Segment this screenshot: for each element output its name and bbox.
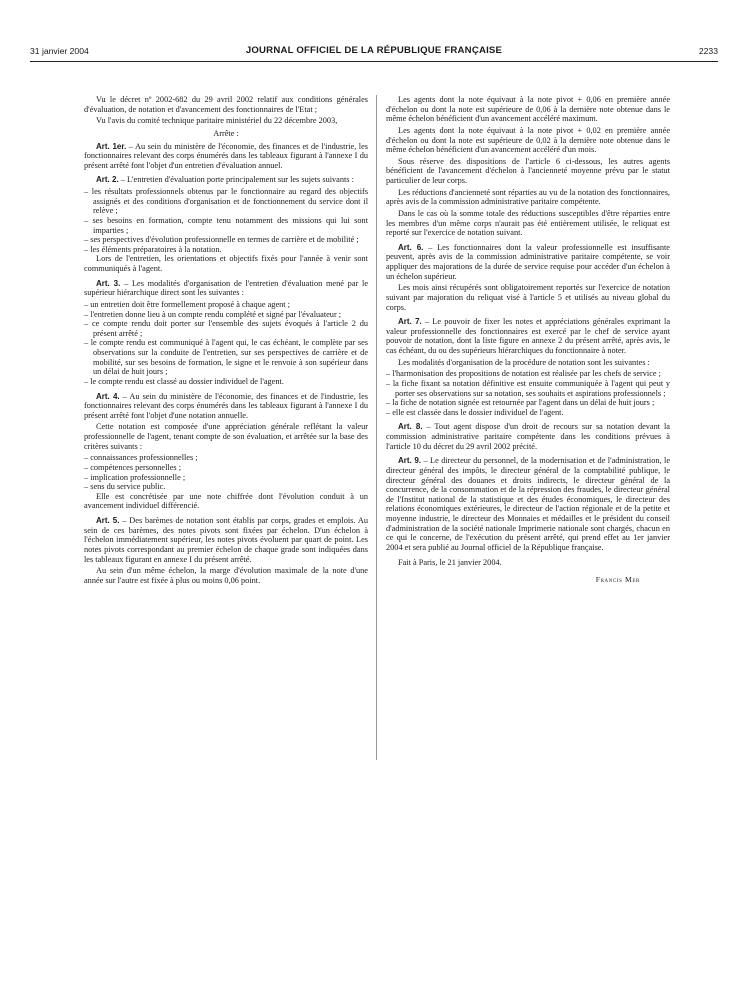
article-text: – Le directeur du personnel, de la modernisation et de l'administration, le directeur général des impôts, le directeur général de la comptabilité publique, le directeur général des douanes et droits indirects, le directeur général de la concurrence, de la consommation et de la répression des fraudes, le directeur général de l'Institut national de la statistique et des études économiques, le directeur des relations économiques extérieures, le directeur de l'action régionale et de la petite et moyenne industrie, le directeur des Monnaies et médailles et le président du conseil d'administration de la société nationale Imprimerie nationale sont chargés, chacun en ce qui le concerne, de l'exécution du présent arrêté, qui prend effet au 1er janvier 2004 et sera publié au Journal officiel de la République française. (386, 456, 671, 552)
list-item: – elle est classée dans le dossier individuel de l'agent. (386, 407, 564, 417)
closing-line: Fait à Paris, le 21 janvier 2004. (398, 557, 502, 567)
paragraph: Dans le cas où la somme totale des réductions susceptibles d'être réparties entre les membres d'un même corps n'aurait pas été entièrement utilisée, le reliquat est reporté sur l'exercice de notation suivant. (386, 208, 670, 238)
paragraph: Elle est concrétisée par une note chiffrée dont l'évolution conduit à un avancement individuel différencié. (84, 491, 368, 511)
list-item: – compétences personnelles ; (84, 462, 181, 472)
list-item: – sens du service public. (84, 482, 166, 492)
article-text: – Au sein du ministère de l'économie, des finances et de l'industrie, les fonctionnaires relevant des corps énumérés dans les tableaux figurant à l'annexe I du présent arrêté font l'objet d'une notation annuelle. (84, 391, 369, 420)
list-item: – le compte rendu est communiqué à l'agent qui, le cas échéant, le complète par ses observations sur la conduite de l'entretien, sur ses perspectives de carrière et de mobilité, sur ses besoins de formation, le signe et le renvoie à son supérieur dans un délai de huit jours ; (84, 338, 368, 377)
list-item: – ses besoins en formation, compte tenu notamment des missions qui lui sont imparties ; (84, 215, 368, 235)
article-label: Art. 2. (96, 175, 119, 185)
list-item: – ses perspectives d'évolution professionnelle en termes de carrière et de mobilité ; (84, 235, 359, 245)
article-5 (84, 516, 368, 564)
list-item: – ce compte rendu doit porter sur l'ensemble des sujets évoqués à l'article 2 du présent arrêté ; (84, 319, 368, 338)
list-item: – les éléments préparatoires à la notation. (84, 244, 222, 254)
header-rule (30, 61, 718, 62)
article-text: – Les modalités d'organisation de l'entretien d'évaluation mené par le supérieur hiérarchique direct sont les suivantes : (84, 278, 369, 298)
article-label: Art. 5. (96, 516, 120, 525)
paragraph: Sous réserve des dispositions de l'article 6 ci-dessous, les autres agents bénéficient de l'avancement d'échelon à l'ancienneté moyenne prévu par le statut particulier de leur corps. (386, 156, 670, 185)
article-text: – L'entretien d'évaluation porte principalement sur les sujets suivants : (118, 175, 354, 185)
article-7 (386, 317, 670, 356)
article-text: – Tout agent dispose d'un droit de recours sur sa notation devant la commission administrative paritaire compétente dans les conditions prévues à l'article 10 du décret du 29 avril 2002 précité. (386, 422, 670, 451)
header-date: 31 janvier 2004 (30, 46, 89, 56)
paragraph: Au sein d'un même échelon, la marge d'évolution maximale de la note d'une année sur l'autre est fixée à plus ou moins 0,06 point. (84, 566, 368, 585)
article-label: Art. 1er. (96, 141, 127, 151)
article-text: – Les fonctionnaires dont la valeur professionnelle est insuffisante peuvent, après avis de la commission administrative paritaire compétente, se voir appliquer des majorations de la durée de service requise pour accéder d'un échelon à un échelon supérieur. (386, 242, 670, 281)
article-label: Art. 8. (398, 422, 423, 432)
list-item: – le compte rendu est classé au dossier individuel de l'agent. (84, 376, 284, 386)
article-text: – Le pouvoir de fixer les notes et appréciations générales exprimant la valeur professionnelle des fonctionnaires est exercé par le chef de service ayant pouvoir de notation, dont la liste figure en annexe 2 du présent arrêté, après avis, le cas échéant, du ou des supérieurs hiérarchiques du fonctionnaire à noter. (386, 317, 670, 355)
list-item: – l'entretien donne lieu à un compte rendu complété et signé par l'évaluateur ; (84, 309, 342, 319)
article-8 (386, 422, 670, 451)
paragraph: Vu le décret nº 2002-682 du 29 avril 2002 relatif aux conditions générales d'évaluation, de notation et d'avancement des fonctionnaires de l'Etat ; (84, 95, 368, 114)
article-3 (84, 279, 368, 298)
signature: Francis Mer (595, 575, 640, 585)
article-label: Art. 7. (398, 317, 422, 327)
right-column (386, 95, 670, 592)
paragraph: Les modalités d'organisation de la procédure de notation sont les suivantes : (398, 357, 650, 367)
paragraph: Cette notation est composée d'une appréciation générale reflétant la valeur professionnelle de l'agent, tenant compte de son évaluation, et arrêtée sur la base des critères suivants : (84, 422, 368, 451)
paragraph: Les agents dont la note équivaut à la note pivot + 0,06 en première année d'échelon ou dont la note est supérieure de 0,06 à la dernière note obtenue dans le même échelon bénéficient d'un avancement accéléré maximum. (386, 95, 670, 124)
list-item: – la fiche fixant sa notation définitive est ensuite communiquée à l'agent qui peut y porter ses observations sur sa notation, ses souhaits et aspirations professionnels ; (386, 378, 670, 398)
list-item: – un entretien doit être formellement proposé à chaque agent ; (84, 299, 290, 309)
list-item: – les résultats professionnels obtenus par le fonctionnaire au regard des objectifs assignés et des conditions d'organisation et de fonctionnement du service dont il relève ; (84, 187, 368, 216)
article-label: Art. 9. (398, 456, 422, 466)
header-page-number: 2233 (698, 46, 718, 56)
header-title: JOURNAL OFFICIEL DE LA RÉPUBLIQUE FRANÇAISE (245, 45, 503, 56)
article-label: Art. 4. (96, 391, 120, 401)
arrete-heading: Arrête : (213, 128, 239, 138)
article-label: Art. 3. (96, 278, 121, 288)
article-2 (84, 175, 368, 185)
column-divider (376, 95, 377, 760)
left-column (84, 95, 368, 587)
paragraph: Les agents dont la note équivaut à la note pivot + 0,02 en première année d'échelon ou dont la note est supérieure de 0,02 à la dernière note obtenue dans le même échelon bénéficient d'un avancement accéléré d'un mois. (386, 125, 670, 155)
paragraph: Vu l'avis du comité technique paritaire ministériel du 22 décembre 2003, (96, 116, 338, 126)
paragraph: Lors de l'entretien, les orientations et objectifs fixés pour l'année à venir sont communiqués à l'agent. (84, 254, 368, 273)
article-4 (84, 392, 368, 421)
article-9 (386, 456, 670, 552)
article-1 (84, 142, 368, 171)
list-item: – l'harmonisation des propositions de notation est réalisée par les chefs de service ; (386, 369, 661, 379)
article-6 (386, 243, 670, 282)
page-header (30, 44, 718, 60)
article-text: – Au sein du ministère de l'économie, des finances et de l'industrie, les fonctionnaires relevant des corps énumérés dans les tableaux figurant à l'annexe I du présent arrêté font l'objet d'un entretien d'évaluation annuel. (84, 141, 369, 170)
list-item: – connaissances professionnelles ; (84, 453, 198, 463)
list-item: – la fiche de notation signée est retournée par l'agent dans un délai de huit jours ; (386, 398, 655, 408)
list-item: – implication professionnelle ; (84, 472, 186, 482)
paragraph: Les réductions d'ancienneté sont réparties au vu de la notation des fonctionnaires, après avis de la commission administrative paritaire compétente. (386, 187, 670, 207)
article-label: Art. 6. (398, 242, 424, 252)
paragraph: Les mois ainsi récupérés sont obligatoirement reportés sur l'exercice de notation suivant par majoration du reliquat visé à l'article 5 et utilisés au niveau global du corps. (386, 283, 670, 312)
article-text: – Des barèmes de notation sont établis par corps, grades et emplois. Au sein de ces barèmes, des notes pivots sont fixées par échelon. D'un échelon à l'échelon immédiatement supérieur, les notes pivots évoluent par quart de point. Les notes pivots correspondant au premier échelon de chaque grade sont indiquées dans les tableaux figurant en annexe I du présent arrêté. (84, 516, 369, 564)
